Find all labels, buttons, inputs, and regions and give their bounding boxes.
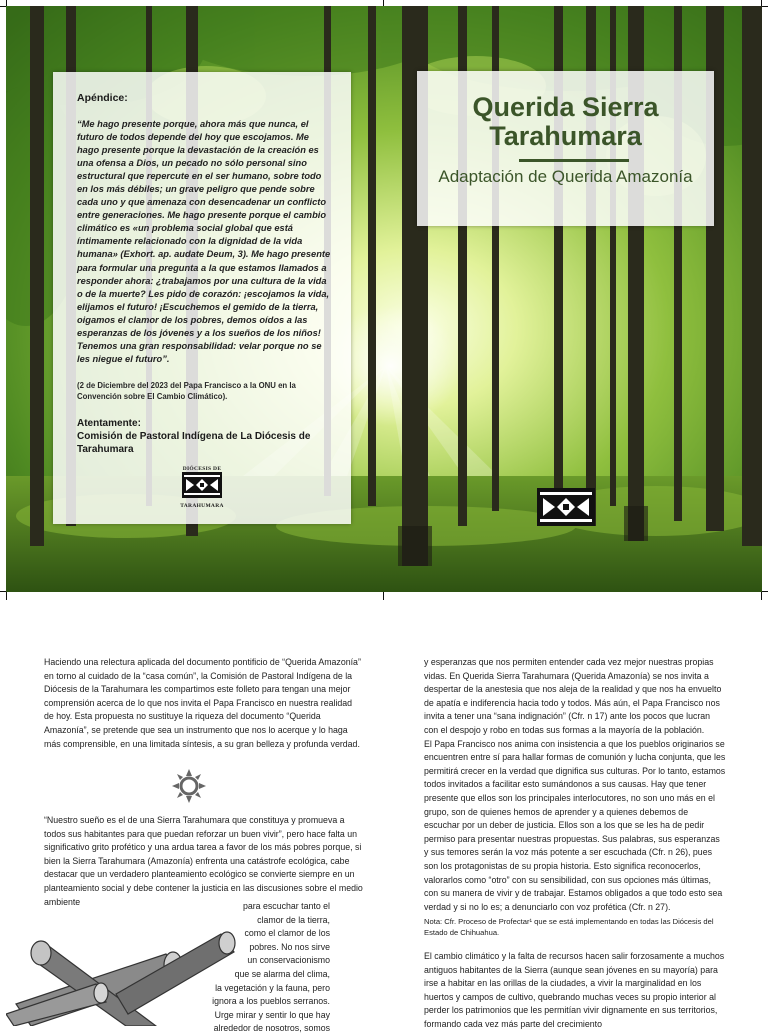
appendix-signature — [77, 417, 331, 456]
inside-spread — [0, 600, 768, 1034]
intro-paragraph: Haciendo una relectura aplicada del documento pontificio de “Querida Amazonía” en torno al cuidado de la “casa común”, la Comisión de Pastoral Indígena de la Diócesis de la Tarahumara les compartimos este folleto para tengan una mejor comprensión acerca de lo que nos invita el Papa Francisco en nuestra realidad de hoy. Esta propuesta no sustituye la riqueza del documento “Querida Amazonía”, se pretende que sea un instrumento que nos lo acerque y lo haga más comprensible, en una limitada síntesis, a su gran belleza y profunda verdad. — [44, 657, 361, 749]
sun-icon — [171, 768, 207, 804]
right-paragraph-1: y esperanzas que nos permiten entender cada vez mejor nuestras propias vidas. En Querida Sierra Tarahumara (Querida Amazonía) se nos invita a despertar de la anestesia que nos aleja de la realidad y que nos ha envuelto de apatía e indiferencia hacia todo y todos. Más aún, el Papa Francisco nos invita a tener una “sana indignación” (Cfr. n 17) ante los pocos que lucran con el despojo y robo en todas sus formas a la mayoría de la población. — [424, 657, 722, 735]
crop-mark — [383, 592, 384, 600]
logo-top-text: DIÓCESIS DE — [182, 466, 222, 472]
wrap-line: la vegetación y la fauna, pero — [215, 982, 330, 993]
right-paragraph-2: El Papa Francisco nos anima con insistencia a que los pueblos originarios se encuentren entre sí para hallar formas de comunión y lucha conjunta, que les permitirá crecer en la verdad que dignifica sus culturas. Por lo tanto, estamos todos invitados a facilitar esto sumándonos a sus causas. Hay que tener presente que ellos son los principales interlocutores, no son uno más en el grupo, son de quienes hemos de aprender y a quienes debemos de escuchar por un deber de justicia. Ellos son a los que se les ha de pedir permiso para presentar nuestras propuestas. Sus palabras, sus esperanzas y sus temores serán la voz más potente a ser escuchada (Cfr. n 26), pues son los protagonistas de su propia historia. Esto significa reconocerlos, valorarlos como “otro” con su sensibilidad, con sus opciones más últimas, con su manera de vivir y de trabajar. Estamos obligados a que todo esto sea verdad y si no lo es; a denunciarlo con voz profética (Cfr. n 27). — [424, 738, 726, 912]
wrap-line: ignora a los pueblos serranos. — [212, 996, 330, 1007]
title-panel — [417, 71, 714, 226]
appendix-org: Comisión de Pastoral Indígena de La Diócesis de Tarahumara — [77, 431, 311, 455]
wrap-line: como el clamor de los — [244, 928, 330, 939]
crop-mark — [6, 592, 7, 600]
logo-bottom-text: TARAHUMARA — [180, 503, 224, 509]
appendix-quote: “Me hago presente porque, ahora más que nunca, el futuro de todos depende del hoy que escojamos. Me hago presente porque la devastación de la creación es una ofensa a Dios, un pecado no sólo personal sino estructural que repercute en el ser humano, sobre todo en los más débiles; un grave peligro que pende sobre cada uno y que amenaza con desencadenar un conflicto entre generaciones. Me hago presente porque el cambio climático es «un problema social global que está íntimamente relacionado con la dignidad de la vida humana» (Exhort. ap. audate Deum, 3). Me hago presente para formular una pregunta a la que estamos llamados a responder ahora: ¿trabajamos por una cultura de la vida o de la muerte? Les pido de corazón: ¡escojamos la vida, elijamos el futuro! ¡Escuchemos el gemido de la tierra, oigamos el clamor de los pobres, demos oídos a las esperanzas de los jóvenes y a los sueños de los niños! Tenemos una gran responsabilidad: velar porque no se les niegue el futuro”. — [77, 119, 331, 364]
crop-mark — [383, 0, 384, 6]
title-rule — [519, 159, 629, 162]
crop-mark — [0, 6, 6, 7]
cover-emblem-icon — [537, 488, 595, 526]
left-page-quote — [44, 814, 364, 909]
wrap-line: que se alarma del clima, — [234, 968, 330, 979]
crop-mark — [762, 591, 768, 592]
appendix-closing: Atentamente: — [77, 418, 141, 429]
crop-mark — [6, 0, 7, 6]
appendix-panel — [53, 72, 351, 524]
diocese-emblem-icon — [182, 472, 222, 498]
cover-title: Querida Sierra Tarahumara — [472, 92, 659, 151]
wrap-line: pobres. No nos sirve — [249, 941, 330, 952]
spacer — [424, 938, 726, 950]
wrap-line: Urge mirar y sentir lo que hay — [214, 1009, 330, 1020]
crop-mark — [761, 592, 762, 600]
crop-mark — [762, 6, 768, 7]
appendix-heading: Apéndice: — [77, 92, 128, 104]
logs-illustration — [6, 914, 238, 1026]
cover-subtitle: Adaptación de Querida Amazonía — [438, 167, 693, 186]
wrap-line: para escuchar tanto el — [242, 901, 330, 911]
right-paragraph-3: El cambio climático y la falta de recursos hacen salir forzosamente a muchos antiguos habitantes de la Sierra (aunque sean jóvenes en su mayoría) para irse a habitar en las orillas de la ciudades, a vivir la marginalidad en los huertos y campos de cultivo, quebrando muchas veces su propio interior al perder los patrimonios que les permitían vivir dignamente en sus territorios, formando cada vez más parte del crecimiento — [424, 951, 725, 1030]
diocese-logo — [179, 466, 225, 509]
crop-mark — [0, 591, 6, 592]
wrap-line: alrededor de nosotros, somos — [213, 1023, 330, 1034]
left-page-intro — [44, 656, 362, 751]
appendix-citation: (2 de Diciembre del 2023 del Papa Francisco a la ONU en la Convención sobre El Cambio Climático). — [77, 381, 296, 401]
wrap-line: un conservacionismo — [247, 955, 330, 966]
quote-paragraph: “Nuestro sueño es el de una Sierra Tarahumara que constituya y promueva a todos sus habitantes para que puedan reforzar un buen vivir”, pero hace falta un significativo grito profético y una ardua tarea a favor de los más pobres porque, si bien la Sierra Tarahumara (Amazonía) enfrenta una catástrofe ecológica, cabe destacar que un verdadero planteamiento ecológico se convierte siempre en un planteamiento social y debe contener la justicia en las discusiones sobre el medio ambiente — [44, 815, 363, 907]
wrap-line: clamor de la tierra, — [257, 914, 330, 925]
right-note: Nota: Cfr. Proceso de Profectar¹ que se está implementando en todas las Diócesis del Estado de Chihuahua. — [424, 917, 714, 937]
right-page — [424, 656, 726, 1032]
